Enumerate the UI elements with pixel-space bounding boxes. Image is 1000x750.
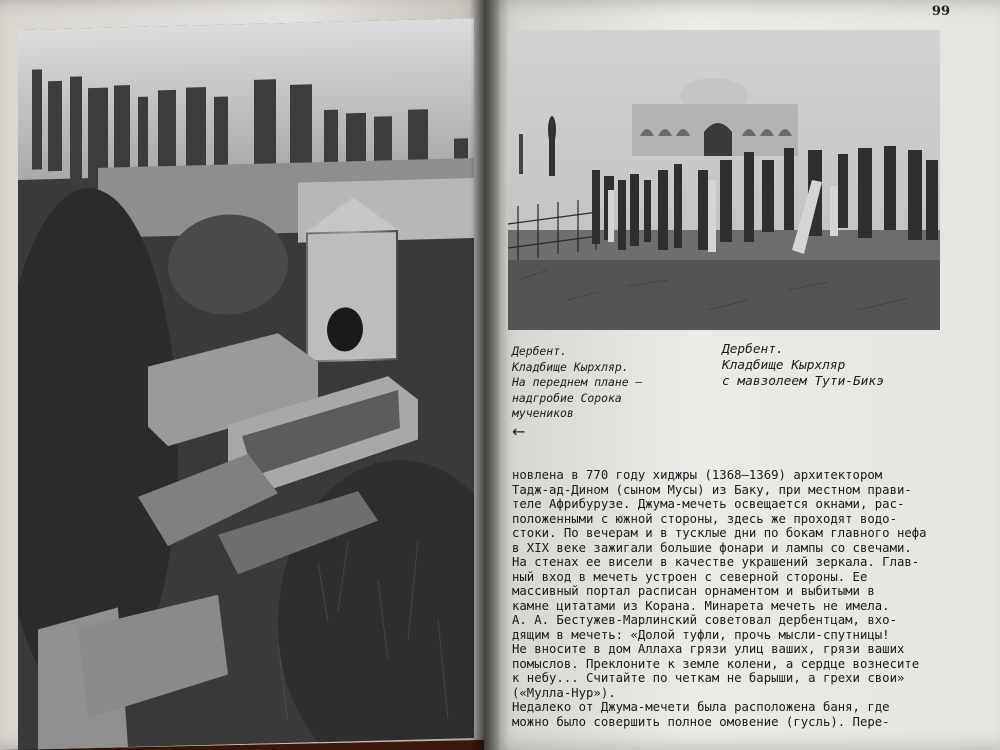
text-line: массивный портал расписан орнаментом и выбитыми в bbox=[512, 584, 875, 598]
book-gutter bbox=[470, 0, 500, 750]
text-line: новлена в 770 году хиджры (1368—1369) архитектором bbox=[512, 468, 883, 482]
text-line: теле Африбурузе. Джума-мечеть освещается окнами, рас- bbox=[512, 497, 905, 511]
text-line: Не вносите в дом Аллаха грязи улиц ваших, грязи ваших bbox=[512, 642, 905, 656]
photo-caption-left: Дербент. Кладбище Кырхляр. На переднем плане — надгробие Сорока мучеников bbox=[512, 344, 643, 421]
text-line: Недалеко от Джума-мечети была расположена баня, где bbox=[512, 700, 890, 714]
text-line: к небу... Считайте по четкам не барыши, а грехи свои» bbox=[512, 671, 905, 685]
text-line: в XIX веке зажигали большие фонари и лампы со свечами. bbox=[512, 540, 912, 555]
text-line: дящим в мечеть: «Долой туфли, прочь мысли-спутницы! bbox=[512, 627, 890, 642]
cemetery-photo-left bbox=[18, 18, 474, 750]
text-line: можно было совершить полное омовение (гусль). Пере- bbox=[512, 714, 890, 729]
cemetery-photo-right bbox=[508, 30, 940, 330]
text-line: камне цитатами из Корана. Минарета мечеть не имела. bbox=[512, 598, 890, 613]
text-line: помыслов. Преклоните к земле колени, а сердце вознесите bbox=[512, 656, 920, 671]
text-line: А. А. Бестужев-Марлинский советовал дербентцам, вхо- bbox=[512, 613, 897, 627]
photo-caption-right: Дербент. Кладбище Кырхляр с мавзолеем Тути-Бикэ bbox=[722, 342, 884, 390]
left-arrow-icon: ← bbox=[512, 422, 526, 441]
text-line: («Мулла-Нур»). bbox=[512, 685, 616, 700]
text-line: Тадж-ад-Дином (сыном Мусы) из Баку, при местном прави- bbox=[512, 482, 912, 497]
text-line: ный вход в мечеть устроен с северной стороны. Ее bbox=[512, 569, 868, 584]
text-line: стоки. По вечерам и в тусклые дни по бокам главного нефа bbox=[512, 526, 927, 540]
body-text bbox=[512, 468, 948, 729]
text-line: На стенах ее висели в качестве украшений зеркала. Глав- bbox=[512, 555, 920, 569]
text-line: положенными с южной стороны, здесь же проходят водо- bbox=[512, 511, 897, 526]
page-number: 99 bbox=[931, 4, 950, 19]
